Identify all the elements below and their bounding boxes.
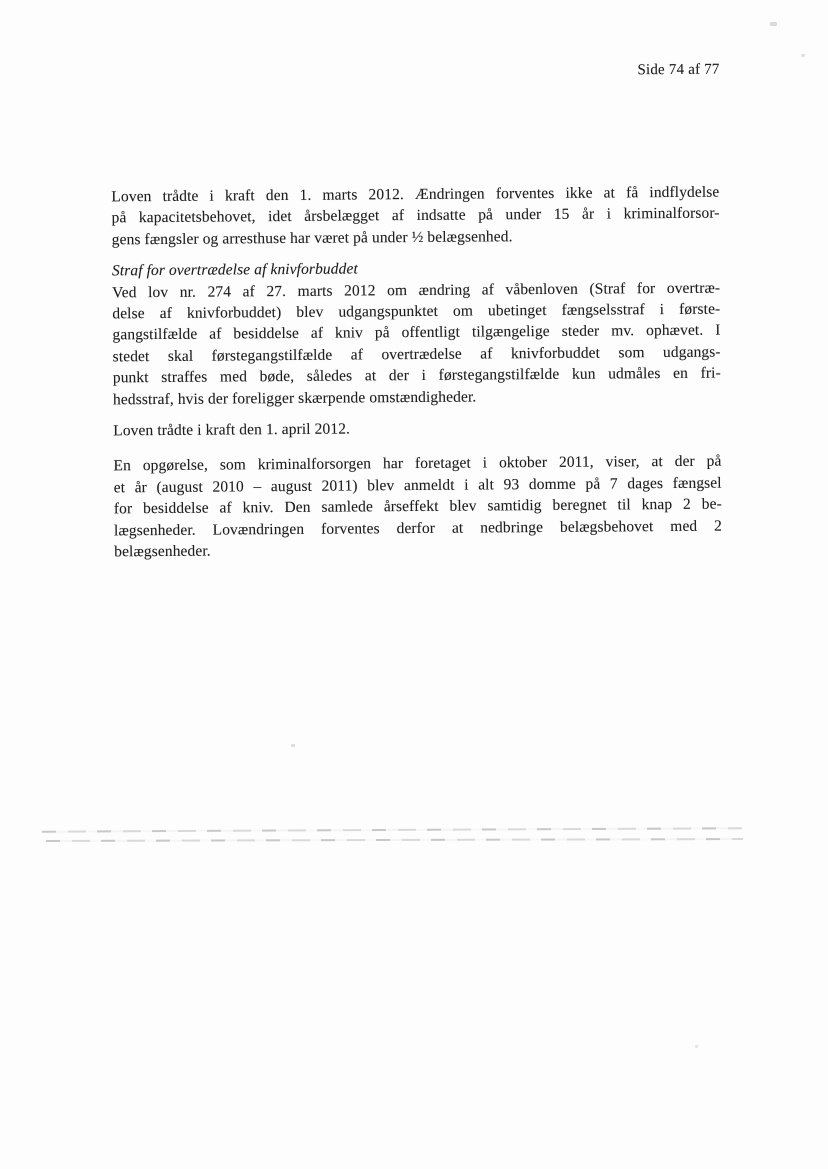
paragraph-law-effective-april — [113, 416, 721, 442]
scan-speck — [695, 1045, 698, 1048]
scan-speck — [291, 744, 295, 747]
text-line: et år (august 2010 – august 2011) blev anmeldt i alt 93 domme på 7 dages fængsel — [113, 474, 722, 497]
text-line: lægsenheder. Lovændringen forventes derfor at nedbringe belægsbehovet med 2 — [113, 517, 723, 540]
text-line: Ved lov nr. 274 af 27. marts 2012 om ændring af våbenloven (Straf for overtræ- — [112, 279, 721, 301]
paragraph-knife-statistics — [113, 451, 722, 563]
text-line: hedsstraf, hvis der foreligger skærpende omstændigheder. — [112, 388, 477, 409]
paragraph-knife-ban — [112, 277, 721, 410]
paragraph-law-effective-march — [111, 182, 719, 251]
text-line: belægsenheder. — [114, 542, 211, 561]
text-line: En opgørelse, som kriminalforsorgen har foretaget i oktober 2011, viser, at der på — [113, 453, 722, 475]
text-line: gens fængsler og arresthuse har været på under ½ belægsenhed. — [111, 228, 513, 249]
text-line: delse af knivforbuddet) blev udgangspunktet om ubetinget fængselsstraf i første- — [112, 300, 721, 323]
scan-speck — [801, 54, 805, 57]
text-line: stedet skal førstegangstilfælde af overtrædelse af knivforbuddet som udgangs- — [112, 343, 721, 366]
text-line: på kapacitetsbehovet, idet årsbelægget af indsatte på under 15 år i kriminalforsor- — [111, 205, 720, 227]
text-line: punkt straffes med bøde, således at der i førstegangstilfælde kun udmåles en fri- — [112, 364, 721, 387]
section-heading: Straf for overtrædelse af knivforbuddet — [111, 260, 358, 280]
scan-speck — [770, 22, 777, 26]
text-line: gangstilfælde af besiddelse af kniv på offentligt tilgængelige steder mv. ophævet. I — [112, 322, 721, 344]
text-block — [111, 182, 722, 573]
page-number: Side 74 af 77 — [637, 61, 720, 79]
text-line: Loven trådte i kraft den 1. april 2012. — [113, 420, 351, 440]
text-line: Loven trådte i kraft den 1. marts 2012. Ændringen forventes ikke at få indflydelse — [111, 183, 720, 206]
text-line: for besiddelse af kniv. Den samlede årseffekt blev samtidig beregnet til knap 2 be- — [113, 495, 722, 518]
